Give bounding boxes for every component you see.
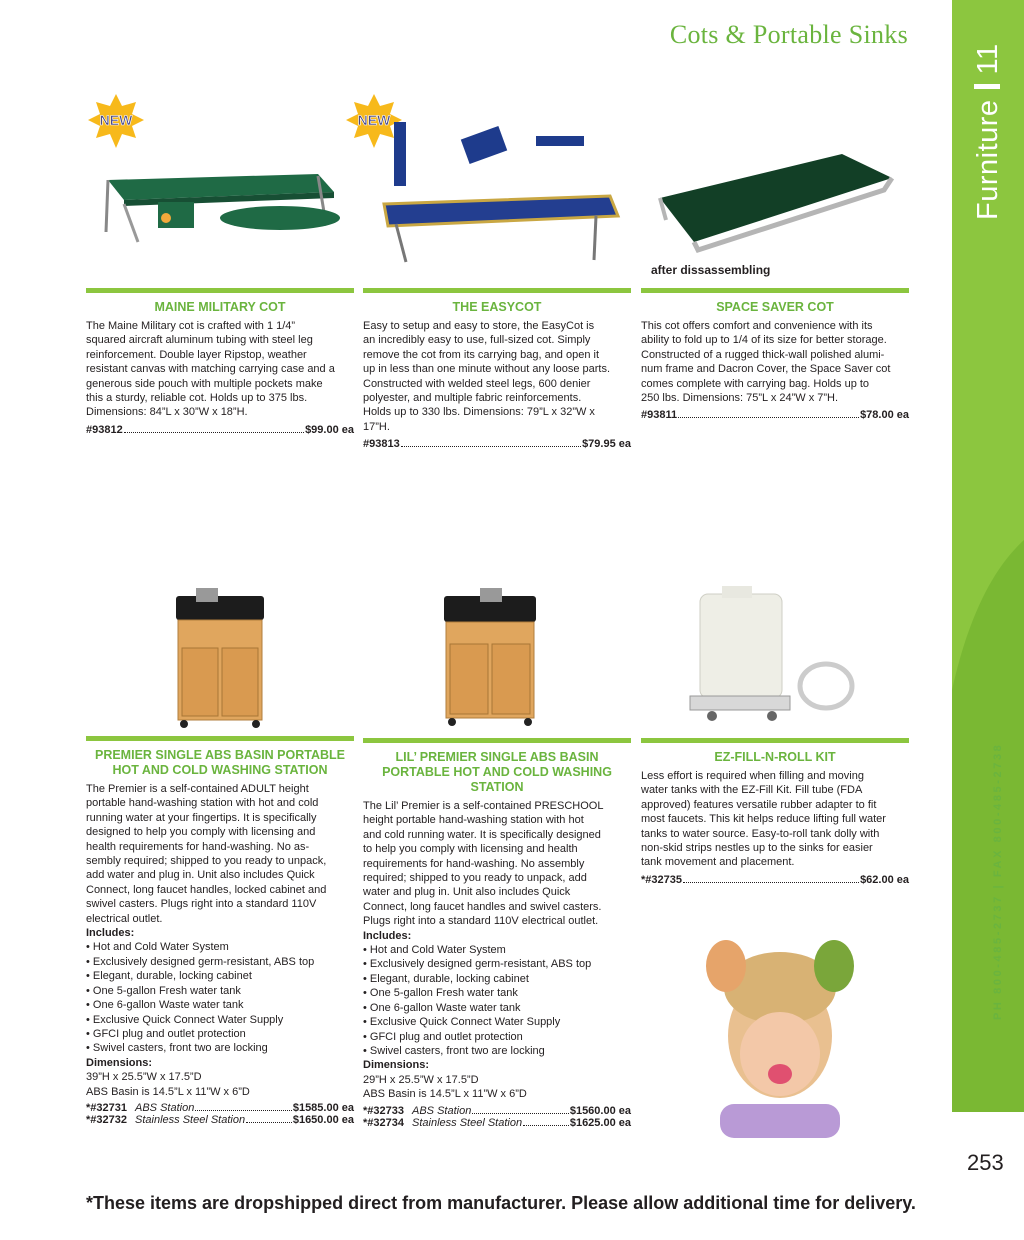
child-photo <box>700 924 860 1138</box>
product-premier-station <box>86 736 354 1126</box>
section-rule <box>363 738 631 743</box>
product-description: The Maine Military cot is crafted with 1 1/4” squared aircraft aluminum tubing with steel leg reinforcement. Double layer Ripstop, weather resistant canvas with matching carrying case and a generous side pouch with multiple pockets make this a sturdy, reliable cot. Holds up to 375 lbs. Dimensions: 84”L x 30”W x 18”H. <box>86 320 335 419</box>
product-ez-fill-n-roll <box>641 738 909 886</box>
section-rule <box>641 738 909 743</box>
product-lil-premier-station <box>363 738 631 1129</box>
product-name: MAINE MILITARY COT <box>154 300 286 314</box>
product-maine-military-cot <box>86 288 354 436</box>
product-space-saver-cot <box>641 288 909 421</box>
premier-station-image <box>172 588 268 728</box>
sku-line: #93811 $78.00 ea <box>641 409 909 422</box>
image-caption: after dissassembling <box>651 263 771 277</box>
product-easycot <box>363 288 631 450</box>
page-number: 253 <box>967 1150 1004 1175</box>
includes-heading: Includes: <box>363 929 412 942</box>
new-badge <box>88 94 144 148</box>
includes-list: • Hot and Cold Water System • Exclusively designed germ-resistant, ABS top • Elegant, durable, locking cabinet • One 5-gallon Fresh water tank • One 6-gallon Waste water tank • Exclusive Quick Connect Water Supply • GFCI plug and outlet protection • Swivel casters, front two are locking <box>363 944 592 1057</box>
includes-list: • Hot and Cold Water System • Exclusively designed germ-resistant, ABS top • Elegant, durable, locking cabinet • One 5-gallon Fresh water tank • One 6-gallon Waste water tank • Exclusive Quick Connect Water Supply • GFCI plug and outlet protection • Swivel casters, front two are locking <box>86 941 315 1055</box>
easycot-image <box>346 92 632 272</box>
product-name: LIL’ PREMIER SINGLE ABS BASIN PORTABLE HOT AND COLD WASHING STATION <box>382 750 612 794</box>
section-rule <box>363 288 631 293</box>
maine-military-cot-image <box>88 92 350 252</box>
svg-text:NEW: NEW <box>357 112 391 128</box>
dimensions-heading: Dimensions: <box>363 1059 430 1072</box>
page-title: Cots & Portable Sinks <box>669 20 908 49</box>
dimensions: 29”H x 25.5”W x 17.5”D ABS Basin is 14.5”L x 11”W x 6”D <box>363 1073 527 1101</box>
product-name: PREMIER SINGLE ABS BASIN PORTABLE HOT AND COLD WASHING STATION <box>94 748 346 777</box>
svg-text:NEW: NEW <box>99 112 133 128</box>
dimensions: 39”H x 25.5”W x 17.5”D ABS Basin is 14.5”L x 11”W x 6”D <box>86 1071 250 1098</box>
dimensions-heading: Dimensions: <box>86 1056 153 1069</box>
contact-info: PH 800-485-2737 | FAX 800-485-2738 <box>992 742 1004 1020</box>
includes-heading: Includes: <box>86 927 135 940</box>
product-name: THE EASYCOT <box>452 300 542 314</box>
section-label: Furniture11 <box>972 43 1004 220</box>
sku-line: *#32733 ABS Station $1560.00 ea <box>363 1104 631 1117</box>
product-description: Easy to setup and easy to store, the EasyCot is an incredibly easy to use, full-sized cot. Simply remove the cot from its carrying bag, and open it up in less than one minute without any loose parts. Constructed with welded steel legs, 600 denier polyester, and multiple fabric reinforcements. Holds up to 330 lbs. Dimensions: 79”L x 32”W x 17”H. <box>363 320 611 433</box>
section-rule <box>86 736 354 741</box>
footer-note: *These items are dropshipped direct from manufacturer. Please allow additional time for delivery. <box>86 1193 916 1213</box>
sku-line: *#32735 $62.00 ea <box>641 873 909 886</box>
section-rule <box>86 288 354 293</box>
sku-line: #93812 $99.00 ea <box>86 423 354 436</box>
product-description: This cot offers comfort and convenience with its ability to fold up to 1/4 of its size for better storage. Constructed of a rugged thick-wall polished alumi- num frame and Dacron Cover, the Space Saver cot comes complete with carrying bag. Holds up to 250 lbs. Dimensions: 75”L x 24”W x 7”H. <box>641 320 891 405</box>
product-description: Less effort is required when filling and moving water tanks with the EZ-Fill Kit. Fill tube (FDA approved) features versatile rubber adapter to fit most faucets. This kit helps reduce lifting full water tanks to water source. Easy-to-roll tank dolly with non-skid strips nestles up to the sinks for easier tank movement and placement. <box>641 770 886 869</box>
section-rule <box>641 288 909 293</box>
new-badge <box>346 94 402 148</box>
sku-line: #93813 $79.95 ea <box>363 438 631 451</box>
product-name: SPACE SAVER COT <box>716 300 834 314</box>
product-description: The Lil’ Premier is a self-contained PRESCHOOL height portable hand-washing station with hot and cold running water. It is specifically designed to help you comply with licensing and health requirements for hand-washing. No assembly required; shipped to you ready to unpack, add water and plug in. Unit also includes Quick Connect, long faucet handles and swivel casters. Plugs right into a standard 110V electrical outlet. <box>363 800 604 928</box>
sku-line: *#32734 Stainless Steel Station $1625.00 ea <box>363 1116 631 1129</box>
product-name: EZ-FILL-N-ROLL KIT <box>714 750 836 764</box>
sku-line: *#32731 ABS Station $1585.00 ea <box>86 1101 354 1114</box>
lil-premier-station-image <box>440 588 540 728</box>
product-description: The Premier is a self-contained ADULT height portable hand-washing station with hot and cold running water at your fingertips. It is specifically designed to help you comply with licensing and health requirements for hand-washing. No as- sembly required; shipped to you ready to unpack, add water and plug in. Unit also includes Quick Connect, long faucet handles, locked cabinet and swivel casters. Plugs right into a standard 110V electrical outlet. <box>86 783 327 925</box>
ez-fill-n-roll-image <box>686 586 856 726</box>
space-saver-cot-image <box>654 150 898 254</box>
sku-line: *#32732 Stainless Steel Station $1650.00 ea <box>86 1113 354 1126</box>
